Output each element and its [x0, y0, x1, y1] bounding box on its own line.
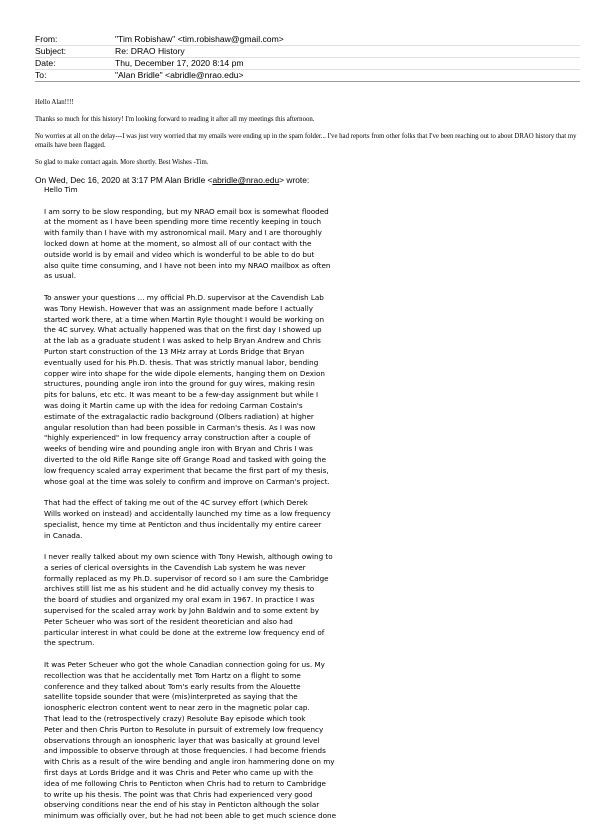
- quote-line: Peter and then Chris Purton to Resolute in pursuit of extremely low frequency: [44, 724, 324, 734]
- quote-attribution: [35, 175, 580, 185]
- quote-line: a series of clerical oversights in the Cavendish Lab system he was never: [44, 562, 306, 572]
- quote-paragraph: [44, 552, 580, 649]
- to-value: "Alan Bridle" <abridle@nrao.edu>: [115, 70, 244, 80]
- quote-line: low frequency scaled array experiment that became the first part of my thesis,: [44, 465, 329, 475]
- quote-line: whose goal at the time was solely to confirm and improve on Carman's project.: [44, 476, 330, 486]
- reply-greeting: Hello Alan!!!!: [35, 99, 74, 106]
- subject-label: Subject:: [35, 46, 67, 56]
- quote-line: supervised for the scaled array work by John Baldwin and to some extent by: [44, 606, 319, 616]
- quote-line: first days at Lords Bridge and it was Chris and Peter who came up with the: [44, 768, 313, 778]
- email-header: [35, 34, 580, 82]
- header-date-row: [35, 58, 580, 70]
- quote-line: idea of me following Chris to Penticton when Chris had to return to Cambridge: [44, 778, 326, 788]
- quote-line: observations through an ionospheric layer that was basically at ground level: [44, 735, 320, 745]
- quote-line: diverted to the old Rifle Range site off Grange Road and tasked with going the: [44, 454, 326, 464]
- quote-attribution-suffix: > wrote:: [279, 175, 310, 185]
- quote-line: eventually used for his Ph.D. thesis. That was strictly manual labor, bending: [44, 357, 319, 367]
- quote-line: weeks of bending wire and pounding angle iron with Bryan and Chris I was: [44, 444, 313, 454]
- quote-line: observing conditions near the end of his stay in Penticton although the solar: [44, 800, 320, 810]
- quote-line: It was Peter Scheuer who got the whole Canadian connection going for us. My: [44, 660, 325, 670]
- quote-line: with family than I have with my astronomical mail. Mary and I are thoroughly: [44, 228, 322, 238]
- quote-paragraph: [44, 207, 580, 283]
- quote-line: minimum was officially over, but he had not been able to get much science done: [44, 811, 336, 821]
- quote-line: was doing it Martin came up with the idea for redoing Carman Costain's: [44, 400, 303, 410]
- quote-line: I am sorry to be slow responding, but my NRAO email box is somewhat flooded: [44, 206, 329, 216]
- date-label: Date:: [35, 58, 56, 68]
- quote-paragraph: [44, 498, 580, 541]
- reply-body: [35, 99, 580, 176]
- quote-line: at the moment as I have been spending more time recently keeping in touch: [44, 217, 322, 227]
- quote-line: To answer your questions ... my official Ph.D. supervisor at the Cavendish Lab: [44, 292, 324, 302]
- reply-paragraph-1: Thanks so much for this history! I'm looking forward to reading it after all my meetings this afternoon.: [35, 115, 315, 123]
- quote-line: structures, pounding angle iron into the ground for guy wires, making resin: [44, 379, 315, 389]
- quote-line: was Tony Hewish. However that was an assignment made before I actually: [44, 303, 313, 313]
- quote-line: started work there, at a time when Martin Ryle thought I would be working on: [44, 314, 325, 324]
- quote-line: That lead to the (retrospectively crazy) Resolute Bay episode which took: [44, 714, 306, 724]
- date-value: Thu, December 17, 2020 8:14 pm: [115, 58, 244, 68]
- quote-line: estimate of the extragalactic radio background (Olbers radiation) at higher: [44, 411, 314, 421]
- quote-line: ionospheric electron content went to near zero in the magnetic polar cap.: [44, 703, 310, 713]
- subject-value: Re: DRAO History: [115, 46, 185, 56]
- quote-line: outside world is by email and video which is wonderful to be able to do but: [44, 249, 315, 259]
- quote-paragraph: [44, 660, 580, 822]
- quote-line: particular interest in what could be done at the extreme low frequency end of: [44, 627, 325, 637]
- quote-line: the board of studies and organized my oral exam in 1967. In practice I was: [44, 595, 315, 605]
- quoted-message: [40, 185, 580, 833]
- quote-paragraph: [44, 293, 580, 487]
- reply-paragraph-3: So glad to make contact again. More shortly. Best Wishes -Tim.: [35, 158, 209, 166]
- quote-line: copper wire into shape for the wide dipole elements, hanging them on Dexion: [44, 368, 325, 378]
- quote-line: formally replaced as my Ph.D. supervisor of record so I am sure the Cambridge: [44, 573, 329, 583]
- quote-line: the spectrum.: [44, 638, 95, 648]
- quote-line: Wills worked on instead) and accidentally launched my time as a low frequency: [44, 508, 331, 518]
- header-from-row: [35, 34, 580, 46]
- quote-line: as usual.: [44, 271, 76, 281]
- quote-line: locked down at home at the moment, so almost all of our contact with the: [44, 238, 312, 248]
- quote-line: archives still list me as his student and he did actually convey my thesis to: [44, 584, 315, 594]
- quote-line: That had the effect of taking me out of the 4C survey effort (which Derek: [44, 498, 308, 508]
- quote-line: in Canada.: [44, 530, 83, 540]
- quote-line: the 4C survey. What actually happened was that on the first day I showed up: [44, 325, 322, 335]
- quote-email-link[interactable]: abridle@nrao.edu: [212, 175, 280, 185]
- header-to-row: [35, 70, 580, 82]
- quote-line: pits for baluns, etc etc. It was meant to be a few-day assignment but while I: [44, 390, 319, 400]
- from-label: From:: [35, 34, 58, 44]
- quote-line: specialist, hence my time at Penticton and thus incidentally my entire career: [44, 519, 322, 529]
- quote-line: and impossible to observe through at those frequencies. I had become friends: [44, 746, 326, 756]
- quote-attribution-prefix: On Wed, Dec 16, 2020 at 3:17 PM Alan Bridle <: [35, 175, 213, 185]
- quote-line: with Chris as a result of the wire bending and angle iron hammering done on my: [44, 757, 335, 767]
- quote-line: Peter Scheuer who was sort of the resident theoretician and also had: [44, 616, 293, 626]
- quote-line: Purton start construction of the 13 MHz array at Lords Bridge that Bryan: [44, 346, 305, 356]
- quote-line: I never really talked about my own science with Tony Hewish, although owing to: [44, 552, 333, 562]
- from-value: "Tim Robishaw" <tim.robishaw@gmail.com>: [115, 34, 284, 44]
- quote-line: conference and they talked about Tom's early results from the Alouette: [44, 681, 301, 691]
- reply-paragraph-2: No worries at all on the delay---I was just very worried that my emails were ending up in the spam folder... I've had reports from other folks that I've been reaching out to about DRAO history that my emails have been flagged.: [35, 132, 577, 149]
- quote-greeting: Hello Tim: [44, 185, 78, 194]
- quote-line: also quite time consuming, and I have not been into my NRAO mailbox as often: [44, 260, 331, 270]
- to-label: To:: [35, 70, 47, 80]
- header-subject-row: [35, 46, 580, 58]
- quote-line: to write up his thesis. The point was that Chris had experienced very good: [44, 789, 313, 799]
- quote-line: at the lab as a graduate student I was asked to help Bryan Andrew and Chris: [44, 336, 321, 346]
- quote-line: satellite topside sounder that were (mis)interpreted as saying that the: [44, 692, 298, 702]
- quote-line: angular resolution than had been possible in Carman's thesis. As I was now: [44, 422, 316, 432]
- quote-line: recollection was that he accidentally met Tom Hartz on a flight to some: [44, 670, 301, 680]
- quote-line: "highly experienced" in low frequency array construction after a couple of: [44, 433, 311, 443]
